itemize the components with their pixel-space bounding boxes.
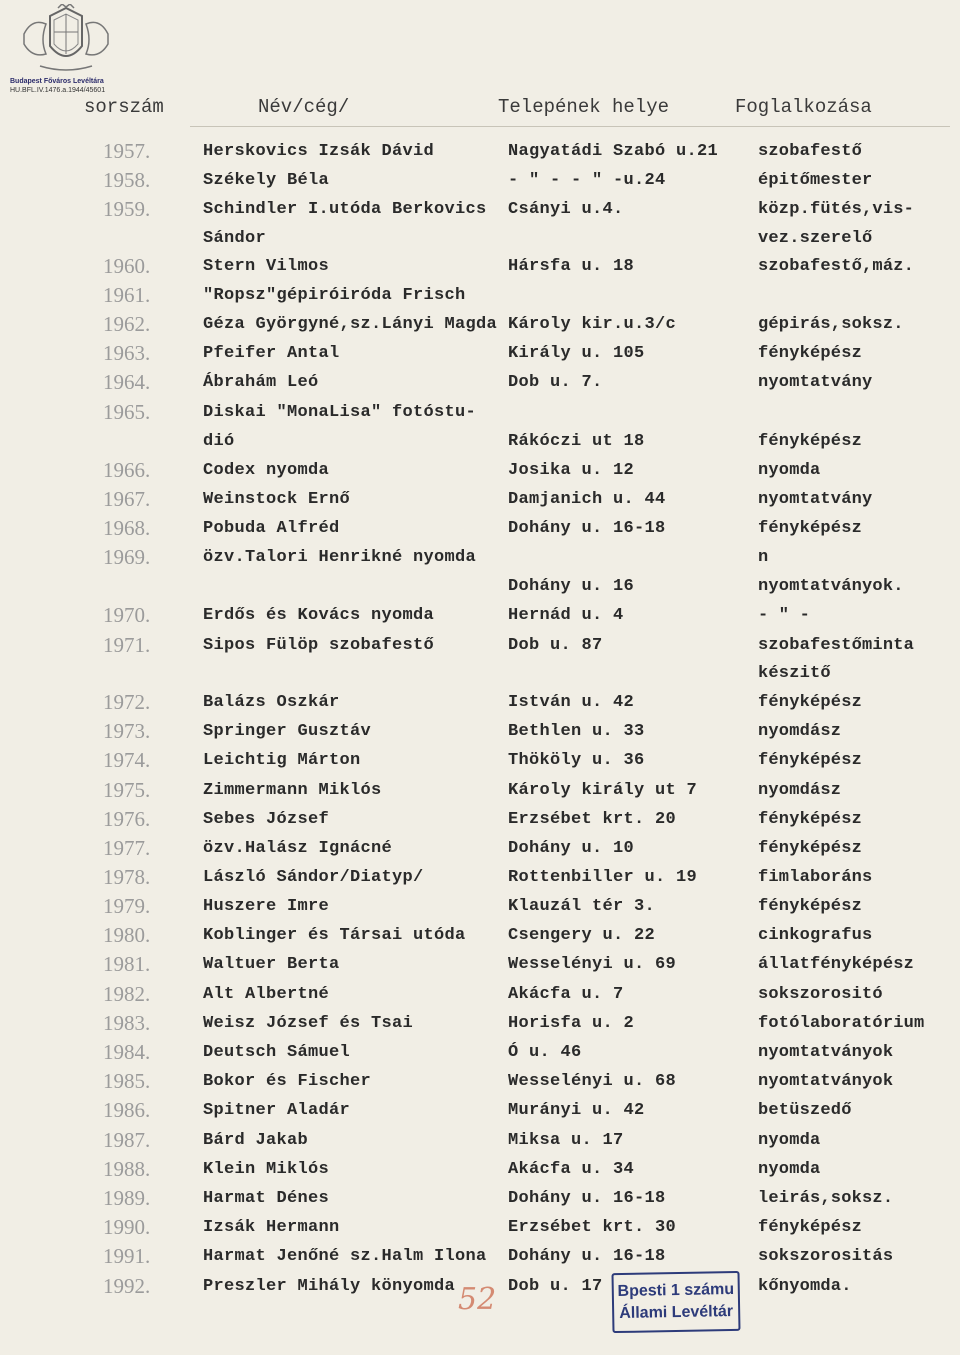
row-name: Springer Gusztáv bbox=[203, 722, 372, 741]
table-row bbox=[0, 252, 960, 281]
table-row bbox=[0, 805, 960, 834]
row-number: 1987. bbox=[103, 1128, 151, 1152]
row-place: Dob u. 17 bbox=[508, 1277, 603, 1296]
row-occupation: szobafestőminta bbox=[758, 636, 915, 655]
row-place: Rákóczi ut 18 bbox=[508, 432, 645, 451]
row-number: 1967. bbox=[103, 487, 151, 511]
table-row bbox=[0, 427, 960, 456]
row-number: 1979. bbox=[103, 894, 151, 918]
row-occupation: fényképész bbox=[758, 693, 863, 712]
row-name: Koblinger és Társai utóda bbox=[203, 926, 466, 945]
row-name: Klein Miklós bbox=[203, 1160, 330, 1179]
table-row bbox=[0, 863, 960, 892]
row-number: 1959. bbox=[103, 197, 151, 221]
row-number: 1991. bbox=[103, 1244, 151, 1268]
row-place: Dob u. 87 bbox=[508, 636, 603, 655]
table-row bbox=[0, 892, 960, 921]
page-number: 52 bbox=[458, 1282, 497, 1317]
table-row bbox=[0, 398, 960, 427]
table-row bbox=[0, 485, 960, 514]
row-number: 1969. bbox=[103, 545, 151, 569]
row-name: Balázs Oszkár bbox=[203, 693, 340, 712]
row-occupation: nyomtatvány bbox=[758, 490, 873, 509]
row-occupation: fényképész bbox=[758, 1218, 863, 1237]
row-number: 1976. bbox=[103, 807, 151, 831]
row-place: Dohány u. 16-18 bbox=[508, 1247, 666, 1266]
row-place: Dohány u. 16 bbox=[508, 577, 635, 596]
row-number: 1992. bbox=[103, 1274, 151, 1298]
row-name: Izsák Hermann bbox=[203, 1218, 340, 1237]
table-row bbox=[0, 659, 960, 688]
row-occupation: nyomda bbox=[758, 1160, 821, 1179]
table-row bbox=[0, 1213, 960, 1242]
table-row bbox=[0, 368, 960, 397]
row-number: 1983. bbox=[103, 1011, 151, 1035]
row-place: Damjanich u. 44 bbox=[508, 490, 666, 509]
row-place: Dohány u. 16-18 bbox=[508, 519, 666, 538]
row-occupation: gépirás,soksz. bbox=[758, 315, 904, 334]
row-occupation: betüszedő bbox=[758, 1101, 852, 1120]
row-name: özv.Halász Ignácné bbox=[203, 839, 393, 858]
row-number: 1968. bbox=[103, 516, 151, 540]
archive-reference: HU.BFL.IV.1476.a.1944/45601 bbox=[10, 87, 106, 94]
row-occupation: nyomdász bbox=[758, 722, 842, 741]
row-number: 1962. bbox=[103, 312, 151, 336]
row-place: - " - - " -u.24 bbox=[508, 171, 666, 190]
row-name: dió bbox=[203, 432, 235, 451]
row-name: Erdős és Kovács nyomda bbox=[203, 606, 435, 625]
table-row bbox=[0, 1038, 960, 1067]
row-number: 1978. bbox=[103, 865, 151, 889]
row-place: Nagyatádi Szabó u.21 bbox=[508, 142, 719, 161]
row-name: Székely Béla bbox=[203, 171, 330, 190]
row-number: 1988. bbox=[103, 1157, 151, 1181]
table-row bbox=[0, 572, 960, 601]
stamp-line-2: Állami Levéltár bbox=[619, 1303, 734, 1322]
row-occupation: készitő bbox=[758, 664, 831, 683]
row-name: "Ropsz"gépiróiróda Frisch bbox=[203, 286, 466, 305]
row-place: Ó u. 46 bbox=[508, 1043, 582, 1062]
coat-of-arms-logo bbox=[10, 4, 122, 76]
row-occupation: épitőmester bbox=[758, 171, 873, 190]
row-occupation: sokszorositó bbox=[758, 985, 883, 1004]
row-name: Weinstock Ernő bbox=[203, 490, 351, 509]
row-occupation: vez.szerelő bbox=[758, 229, 873, 248]
row-occupation: nyomtatvány bbox=[758, 373, 873, 392]
row-name: Herskovics Izsák Dávid bbox=[203, 142, 435, 161]
row-place: Hernád u. 4 bbox=[508, 606, 624, 625]
column-header-occupation: Foglalkozása bbox=[735, 96, 872, 118]
column-header-number: sorszám bbox=[84, 96, 164, 118]
row-place: Károly kir.u.3/c bbox=[508, 315, 677, 334]
table-row bbox=[0, 1126, 960, 1155]
row-occupation: kőnyomda. bbox=[758, 1277, 852, 1296]
row-number: 1972. bbox=[103, 690, 151, 714]
table-row bbox=[0, 339, 960, 368]
header-divider bbox=[190, 126, 950, 127]
row-number: 1990. bbox=[103, 1215, 151, 1239]
row-number: 1957. bbox=[103, 139, 151, 163]
row-place: Csányi u.4. bbox=[508, 200, 624, 219]
column-header-name: Név/cég/ bbox=[258, 96, 350, 118]
row-place: Wesselényi u. 68 bbox=[508, 1072, 677, 1091]
row-name: Waltuer Berta bbox=[203, 955, 340, 974]
row-occupation: fotólaboratórium bbox=[758, 1014, 925, 1033]
row-occupation: nyomtatványok bbox=[758, 1043, 894, 1062]
table-row bbox=[0, 281, 960, 310]
row-place: Erzsébet krt. 20 bbox=[508, 810, 677, 829]
table-row bbox=[0, 834, 960, 863]
row-number: 1965. bbox=[103, 400, 151, 424]
table-row bbox=[0, 776, 960, 805]
stamp-line-1: Bpesti 1 számu bbox=[617, 1280, 735, 1301]
row-place: Bethlen u. 33 bbox=[508, 722, 645, 741]
row-name: Bárd Jakab bbox=[203, 1131, 309, 1150]
table-row bbox=[0, 921, 960, 950]
row-number: 1964. bbox=[103, 370, 151, 394]
row-occupation: n bbox=[758, 548, 769, 567]
row-number: 1970. bbox=[103, 603, 151, 627]
row-name: László Sándor/Diatyp/ bbox=[203, 868, 424, 887]
row-number: 1974. bbox=[103, 748, 151, 772]
row-occupation: nyomdász bbox=[758, 781, 842, 800]
table-row bbox=[0, 514, 960, 543]
row-number: 1975. bbox=[103, 778, 151, 802]
row-number: 1961. bbox=[103, 283, 151, 307]
row-name: Sipos Fülöp szobafestő bbox=[203, 636, 435, 655]
row-number: 1966. bbox=[103, 458, 151, 482]
row-place: Dohány u. 10 bbox=[508, 839, 635, 858]
row-name: Leichtig Márton bbox=[203, 751, 361, 770]
row-place: Király u. 105 bbox=[508, 344, 645, 363]
row-name: Huszere Imre bbox=[203, 897, 330, 916]
column-header-place: Telepének helye bbox=[498, 96, 670, 118]
row-name: Bokor és Fischer bbox=[203, 1072, 372, 1091]
row-number: 1973. bbox=[103, 719, 151, 743]
table-row bbox=[0, 224, 960, 253]
row-occupation: nyomtatványok bbox=[758, 1072, 894, 1091]
row-name: Pobuda Alfréd bbox=[203, 519, 340, 538]
row-occupation: állatfényképész bbox=[758, 955, 915, 974]
row-number: 1980. bbox=[103, 923, 151, 947]
table-row bbox=[0, 1242, 960, 1271]
table-row bbox=[0, 1096, 960, 1125]
row-name: Alt Albertné bbox=[203, 985, 330, 1004]
row-name: özv.Talori Henrikné nyomda bbox=[203, 548, 477, 567]
row-occupation: nyomtatványok. bbox=[758, 577, 904, 596]
row-place: Horisfa u. 2 bbox=[508, 1014, 635, 1033]
row-number: 1977. bbox=[103, 836, 151, 860]
row-name: Pfeifer Antal bbox=[203, 344, 340, 363]
row-name: Harmat Dénes bbox=[203, 1189, 330, 1208]
row-place: Hársfa u. 18 bbox=[508, 257, 635, 276]
row-occupation: fényképész bbox=[758, 432, 863, 451]
row-occupation: nyomda bbox=[758, 1131, 821, 1150]
row-place: Miksa u. 17 bbox=[508, 1131, 624, 1150]
row-number: 1981. bbox=[103, 952, 151, 976]
table-row bbox=[0, 688, 960, 717]
row-place: Dob u. 7. bbox=[508, 373, 603, 392]
row-occupation: közp.fütés,vis- bbox=[758, 200, 915, 219]
row-name: Preszler Mihály könyomda bbox=[203, 1277, 456, 1296]
row-number: 1986. bbox=[103, 1098, 151, 1122]
table-row bbox=[0, 1155, 960, 1184]
row-name: Diskai "MonaLisa" fotóstu- bbox=[203, 403, 477, 422]
row-occupation: szobafestő bbox=[758, 142, 863, 161]
row-name: Schindler I.utóda Berkovics bbox=[203, 200, 487, 219]
archive-name: Budapest Főváros Levéltára bbox=[10, 78, 104, 85]
row-name: Géza Györgyné,sz.Lányi Magda bbox=[203, 315, 498, 334]
table-row bbox=[0, 166, 960, 195]
row-occupation: fényképész bbox=[758, 897, 863, 916]
row-name: Ábrahám Leó bbox=[203, 373, 319, 392]
row-place: Akácfa u. 7 bbox=[508, 985, 624, 1004]
row-occupation: fimlaboráns bbox=[758, 868, 873, 887]
row-number: 1985. bbox=[103, 1069, 151, 1093]
row-occupation: szobafestő,máz. bbox=[758, 257, 915, 276]
row-place: Thököly u. 36 bbox=[508, 751, 645, 770]
row-name: Sándor bbox=[203, 229, 267, 248]
row-number: 1958. bbox=[103, 168, 151, 192]
row-number: 1984. bbox=[103, 1040, 151, 1064]
row-occupation: - " - bbox=[758, 606, 811, 625]
row-occupation: fényképész bbox=[758, 519, 863, 538]
row-place: Akácfa u. 34 bbox=[508, 1160, 635, 1179]
row-occupation: fényképész bbox=[758, 810, 863, 829]
row-number: 1989. bbox=[103, 1186, 151, 1210]
table-row bbox=[0, 1067, 960, 1096]
table-row bbox=[0, 1184, 960, 1213]
table-row bbox=[0, 717, 960, 746]
row-occupation: nyomda bbox=[758, 461, 821, 480]
table-row bbox=[0, 601, 960, 630]
table-row bbox=[0, 310, 960, 339]
table-row bbox=[0, 631, 960, 660]
row-name: Stern Vilmos bbox=[203, 257, 330, 276]
row-occupation: fényképész bbox=[758, 344, 863, 363]
table-row bbox=[0, 746, 960, 775]
row-occupation: fényképész bbox=[758, 839, 863, 858]
row-place: Josika u. 12 bbox=[508, 461, 635, 480]
row-place: Dohány u. 16-18 bbox=[508, 1189, 666, 1208]
row-place: István u. 42 bbox=[508, 693, 635, 712]
row-occupation: cinkografus bbox=[758, 926, 873, 945]
row-name: Zimmermann Miklós bbox=[203, 781, 382, 800]
row-place: Klauzál tér 3. bbox=[508, 897, 656, 916]
row-place: Csengery u. 22 bbox=[508, 926, 656, 945]
table-row bbox=[0, 456, 960, 485]
row-number: 1963. bbox=[103, 341, 151, 365]
row-name: Harmat Jenőné sz.Halm Ilona bbox=[203, 1247, 487, 1266]
table-row bbox=[0, 980, 960, 1009]
row-name: Sebes József bbox=[203, 810, 330, 829]
row-place: Erzsébet krt. 30 bbox=[508, 1218, 677, 1237]
row-place: Murányi u. 42 bbox=[508, 1101, 645, 1120]
row-number: 1982. bbox=[103, 982, 151, 1006]
table-row bbox=[0, 195, 960, 224]
row-occupation: leirás,soksz. bbox=[758, 1189, 894, 1208]
row-place: Károly király ut 7 bbox=[508, 781, 698, 800]
row-name: Spitner Aladár bbox=[203, 1101, 351, 1120]
table-row bbox=[0, 543, 960, 572]
row-name: Codex nyomda bbox=[203, 461, 330, 480]
row-place: Wesselényi u. 69 bbox=[508, 955, 677, 974]
row-place: Rottenbiller u. 19 bbox=[508, 868, 698, 887]
row-name: Weisz József és Tsai bbox=[203, 1014, 414, 1033]
archive-stamp bbox=[611, 1271, 740, 1333]
table-row bbox=[0, 137, 960, 166]
table-row bbox=[0, 950, 960, 979]
row-number: 1971. bbox=[103, 633, 151, 657]
row-name: Deutsch Sámuel bbox=[203, 1043, 351, 1062]
row-occupation: fényképész bbox=[758, 751, 863, 770]
table-row bbox=[0, 1009, 960, 1038]
row-number: 1960. bbox=[103, 254, 151, 278]
row-occupation: sokszorositás bbox=[758, 1247, 894, 1266]
